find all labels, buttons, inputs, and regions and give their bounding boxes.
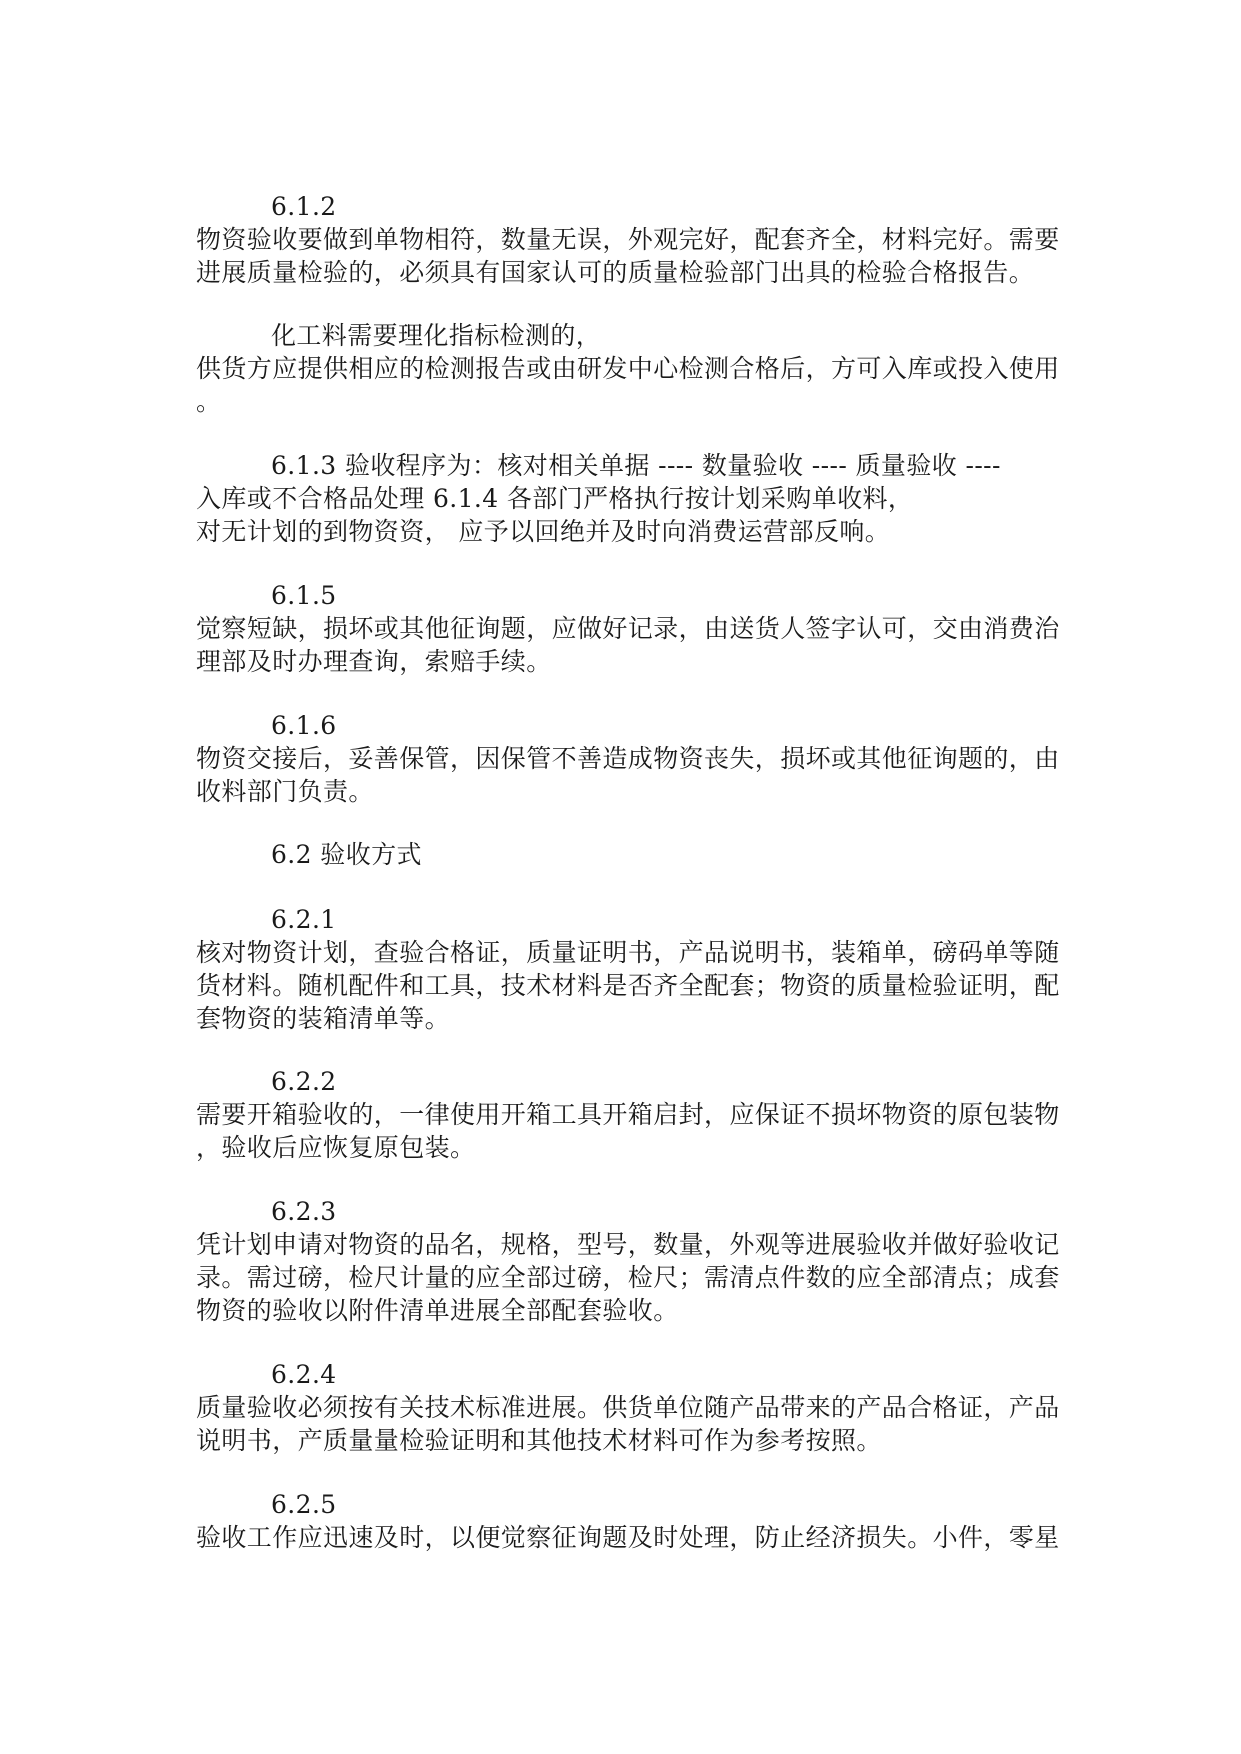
- section-6-2-3: [196, 1195, 1060, 1327]
- paragraph-line: 物资验收要做到单物相符，数量无误，外观完好，配套齐全，材料完好。需要: [196, 225, 1060, 254]
- section-heading: 6.2.1: [271, 905, 337, 934]
- section-6-2-2: [196, 1065, 1060, 1164]
- paragraph-line: 录。需过磅，检尺计量的应全部过磅，检尺；需清点件数的应全部清点；成套: [196, 1263, 1060, 1292]
- section-6-2-4: [196, 1358, 1060, 1457]
- section-heading: 6.1.3 验收程序为：核对相关单据 ---- 数量验收 ---- 质量验收 ----: [271, 451, 1001, 480]
- paragraph-line: ，验收后应恢复原包装。: [196, 1133, 476, 1162]
- paragraph-line: 物资交接后，妥善保管，因保管不善造成物资丧失，损坏或其他征询题的，由: [196, 744, 1060, 773]
- section-6-1-5: [196, 579, 1060, 678]
- section-heading: 化工料需要理化指标检测的，: [271, 321, 602, 350]
- section-6-2-5: [196, 1488, 1060, 1554]
- paragraph-line: 入库或不合格品处理 6.1.4 各部门严格执行按计划采购单收料，: [196, 484, 914, 513]
- section-heading: 6.2.2: [271, 1067, 337, 1096]
- paragraph-line: 质量验收必须按有关技术标准进展。供货单位随产品带来的产品合格证，产品: [196, 1393, 1060, 1422]
- paragraph-line: 凭计划申请对物资的品名，规格，型号，数量，外观等进展验收并做好验收记: [196, 1230, 1060, 1259]
- paragraph-line: 说明书，产质量量检验证明和其他技术材料可作为参考按照。: [196, 1426, 882, 1455]
- paragraph-line: 。: [196, 387, 222, 416]
- section-heading: 6.2.5: [271, 1490, 337, 1519]
- section-6-2-1: [196, 903, 1060, 1035]
- section-heading: 6.2.4: [271, 1360, 337, 1389]
- paragraph-line: 进展质量检验的，必须具有国家认可的质量检验部门出具的检验合格报告。: [196, 258, 1035, 287]
- section-heading: 6.1.2: [271, 192, 337, 221]
- paragraph-line: 供货方应提供相应的检测报告或由研发中心检测合格后，方可入库或投入使用: [196, 354, 1060, 383]
- paragraph-line: 收料部门负责。: [196, 777, 374, 806]
- paragraph-line: 物资的验收以附件清单进展全部配套验收。: [196, 1296, 679, 1325]
- paragraph-line: 套物资的装箱清单等。: [196, 1004, 451, 1033]
- section-6-1-3: [196, 449, 1056, 548]
- section-chemical-materials: [196, 319, 1060, 418]
- section-6-1-6: [196, 709, 1060, 808]
- paragraph-line: 理部及时办理查询，索赔手续。: [196, 647, 552, 676]
- section-heading: 6.2.3: [271, 1197, 337, 1226]
- section-heading: 6.2 验收方式: [271, 840, 422, 869]
- paragraph-line: 觉察短缺，损坏或其他征询题，应做好记录，由送货人签字认可，交由消费治: [196, 614, 1060, 643]
- paragraph-line: 货材料。随机配件和工具，技术材料是否齐全配套；物资的质量检验证明，配: [196, 971, 1060, 1000]
- section-heading: 6.1.5: [271, 581, 337, 610]
- paragraph-line: 核对物资计划，查验合格证，质量证明书，产品说明书，装箱单，磅码单等随: [196, 938, 1060, 967]
- section-6-2: [196, 838, 1056, 871]
- paragraph-line: 对无计划的到物资资， 应予以回绝并及时向消费运营部反响。: [196, 517, 891, 546]
- paragraph-line: 需要开箱验收的，一律使用开箱工具开箱启封，应保证不损坏物资的原包装物: [196, 1100, 1060, 1129]
- section-heading: 6.1.6: [271, 711, 337, 740]
- section-6-1-2: [196, 190, 1060, 289]
- paragraph-line: 验收工作应迅速及时，以便觉察征询题及时处理，防止经济损失。小件，零星: [196, 1523, 1060, 1552]
